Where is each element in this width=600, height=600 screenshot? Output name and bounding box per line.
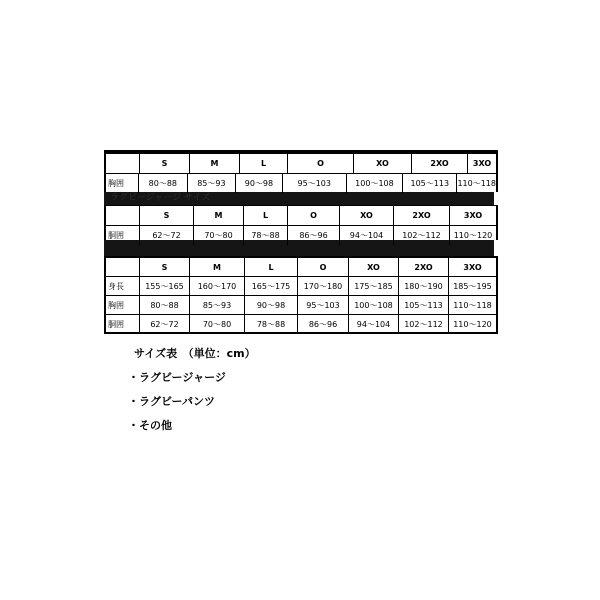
table-cell: 165〜175 <box>245 277 298 295</box>
table-cell: 102〜112 <box>394 226 450 245</box>
table-cell: 105〜113 <box>399 296 449 314</box>
table-header-row <box>106 205 496 226</box>
header-cell-xo: XO <box>354 154 412 173</box>
table-cell: 105〜113 <box>403 174 457 193</box>
table-header-row <box>106 152 496 174</box>
table-cell: 62〜72 <box>140 315 190 333</box>
table-cell: 80〜88 <box>140 296 190 314</box>
header-cell-3xo: 3XO <box>463 211 483 220</box>
header-cell-o: O <box>298 258 349 276</box>
table-row <box>106 296 496 315</box>
row-label: 胸囲 <box>106 174 139 193</box>
header-cell-2xo: 2XO <box>394 206 450 225</box>
table-cell: 85〜93 <box>188 174 237 193</box>
table-cell: 90〜98 <box>245 296 298 314</box>
row-label: 胸囲 <box>106 296 140 314</box>
table-cell: 175〜185 <box>349 277 399 295</box>
size-notes <box>128 346 256 442</box>
table-cell: 110〜120 <box>453 231 493 240</box>
table-cell: 90〜98 <box>236 174 283 193</box>
table-cell: 110〜118 <box>453 300 492 310</box>
table-cell: 110〜120 <box>453 319 492 329</box>
note-item-jersey: ・ラグビージャージ <box>128 371 226 384</box>
table-cell: 160〜170 <box>190 277 245 295</box>
table-cell: 110〜118 <box>457 179 496 188</box>
header-cell-empty <box>106 154 140 173</box>
table-cell: 185〜195 <box>453 281 492 291</box>
header-cell-s: S <box>140 206 194 225</box>
header-cell-2xo: 2XO <box>399 258 449 276</box>
header-cell-m: M <box>190 154 240 173</box>
section-title: ラグビージャージ サイズ <box>110 193 211 203</box>
header-cell-xo: XO <box>340 206 394 225</box>
table-cell: 102〜112 <box>399 315 449 333</box>
table-cell: 94〜104 <box>349 315 399 333</box>
header-cell-l: L <box>244 206 288 225</box>
size-table-waist <box>104 205 498 240</box>
table-cell: 62〜72 <box>140 226 194 245</box>
table-cell: 155〜165 <box>140 277 190 295</box>
header-cell-empty <box>106 206 140 225</box>
size-table-full <box>104 256 498 334</box>
header-cell-o: O <box>288 154 354 173</box>
table-cell: 180〜190 <box>399 277 449 295</box>
header-cell-m: M <box>190 258 245 276</box>
header-cell-3xo: 3XO <box>472 159 492 168</box>
table-cell: 86〜96 <box>288 226 340 245</box>
note-item-other: ・その他 <box>128 419 172 432</box>
row-label: 身長 <box>106 277 140 295</box>
notes-title: サイズ表 （単位：cm） <box>134 347 256 360</box>
header-cell-3xo: 3XO <box>463 262 482 272</box>
table-cell: 95〜103 <box>298 296 349 314</box>
table-cell: 94〜104 <box>340 226 394 245</box>
row-label: 胴囲 <box>106 226 140 245</box>
table-row <box>106 226 496 245</box>
table-cell: 70〜80 <box>194 226 244 245</box>
header-cell-o: O <box>288 206 340 225</box>
header-cell-xo: XO <box>349 258 399 276</box>
header-cell-s: S <box>140 154 190 173</box>
table-header-row <box>106 258 496 277</box>
header-cell-empty <box>106 258 140 276</box>
header-cell-s: S <box>140 258 190 276</box>
table-cell: 95〜103 <box>283 174 347 193</box>
row-label: 胴囲 <box>106 315 140 333</box>
header-cell-m: M <box>194 206 244 225</box>
table-cell: 86〜96 <box>298 315 349 333</box>
table-cell: 100〜108 <box>349 296 399 314</box>
table-row <box>106 315 496 333</box>
table-cell: 170〜180 <box>298 277 349 295</box>
table-cell: 100〜108 <box>347 174 403 193</box>
table-cell: 70〜80 <box>190 315 245 333</box>
header-cell-2xo: 2XO <box>412 154 468 173</box>
header-cell-l: L <box>240 154 288 173</box>
note-item-pants: ・ラグビーパンツ <box>128 395 216 408</box>
table-cell: 78〜88 <box>245 315 298 333</box>
table-cell: 78〜88 <box>244 226 288 245</box>
table-cell: 80〜88 <box>139 174 188 193</box>
header-cell-l: L <box>245 258 298 276</box>
table-cell: 85〜93 <box>190 296 245 314</box>
size-table-chest <box>104 150 498 192</box>
table-row <box>106 277 496 296</box>
